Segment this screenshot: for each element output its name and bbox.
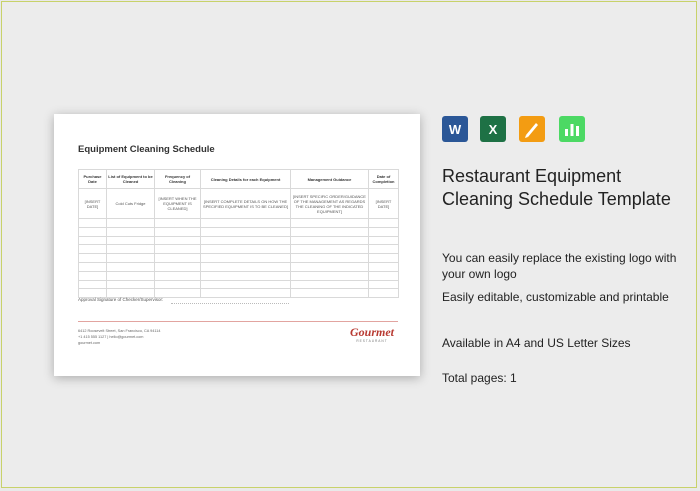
excel-letter: X (488, 121, 498, 137)
excel-icon[interactable] (480, 116, 506, 142)
table-row (79, 271, 399, 280)
logo-subtitle: RESTAURANT (356, 339, 388, 343)
table-header-row (79, 170, 399, 189)
company-logo (350, 326, 394, 343)
approval-label: Approval Signature of Checker/Supervisor: (78, 297, 164, 302)
table-row (79, 254, 399, 263)
logo-wordmark: Gourmet (350, 325, 395, 339)
document-preview (54, 114, 420, 376)
table-row (79, 245, 399, 254)
table-row (79, 280, 399, 289)
feature-editable: Easily editable, customizable and printable (442, 290, 669, 304)
column-header: Management Guidance (291, 170, 369, 189)
table-cell: [INSERT SPECIFIC ORDER/GUIDANCE OF THE MANAGEMENT AS REGARDS THE CLEANING OF THE INDICATED EQUIPMENT] (291, 189, 369, 219)
table-row (79, 262, 399, 271)
table-cell: [INSERT WHEN THE EQUIPMENT IS CLEANED] (155, 189, 201, 219)
feature-page-count: Total pages: 1 (442, 371, 517, 385)
table-cell: [INSERT COMPLETE DETAILS ON HOW THE SPECIFIED EQUIPMENT IS TO BE CLEANED] (201, 189, 291, 219)
word-letter: W (448, 121, 462, 137)
numbers-icon[interactable] (559, 116, 585, 142)
document-title: Equipment Cleaning Schedule (78, 144, 215, 155)
table-cell: [INSERT DATE] (369, 189, 399, 219)
table-cell: [INSERT DATE] (79, 189, 107, 219)
address-line: gourmet.com (78, 341, 101, 345)
feature-logo-replace: You can easily replace the existing logo with your own logo (442, 251, 677, 281)
word-icon[interactable] (442, 116, 468, 142)
column-header: Date of Completion (369, 170, 399, 189)
address-line: +1 415 555 1127 | hello@gourmet.com (78, 335, 144, 339)
column-header: List of Equipment to be Cleaned (107, 170, 155, 189)
column-header: Cleaning Details for each Equipment (201, 170, 291, 189)
table-row (79, 236, 399, 245)
schedule-table (78, 169, 399, 298)
column-header: Purchase Date (79, 170, 107, 189)
address-line: 6412 Roosevelt Street, San Francisco, CA 94114 (78, 329, 161, 333)
feature-sizes: Available in A4 and US Letter Sizes (442, 336, 631, 350)
footer-divider (78, 321, 398, 322)
table-row (79, 219, 399, 228)
column-header: Frequency of Cleaning (155, 170, 201, 189)
signature-line (171, 303, 289, 304)
table-row (79, 189, 399, 219)
table-cell: Cold Cuts Fridge (107, 189, 155, 219)
table-row (79, 227, 399, 236)
product-title: Restaurant Equipment Cleaning Schedule Template (442, 166, 671, 209)
address-block (78, 328, 160, 346)
pages-icon[interactable] (519, 116, 545, 142)
